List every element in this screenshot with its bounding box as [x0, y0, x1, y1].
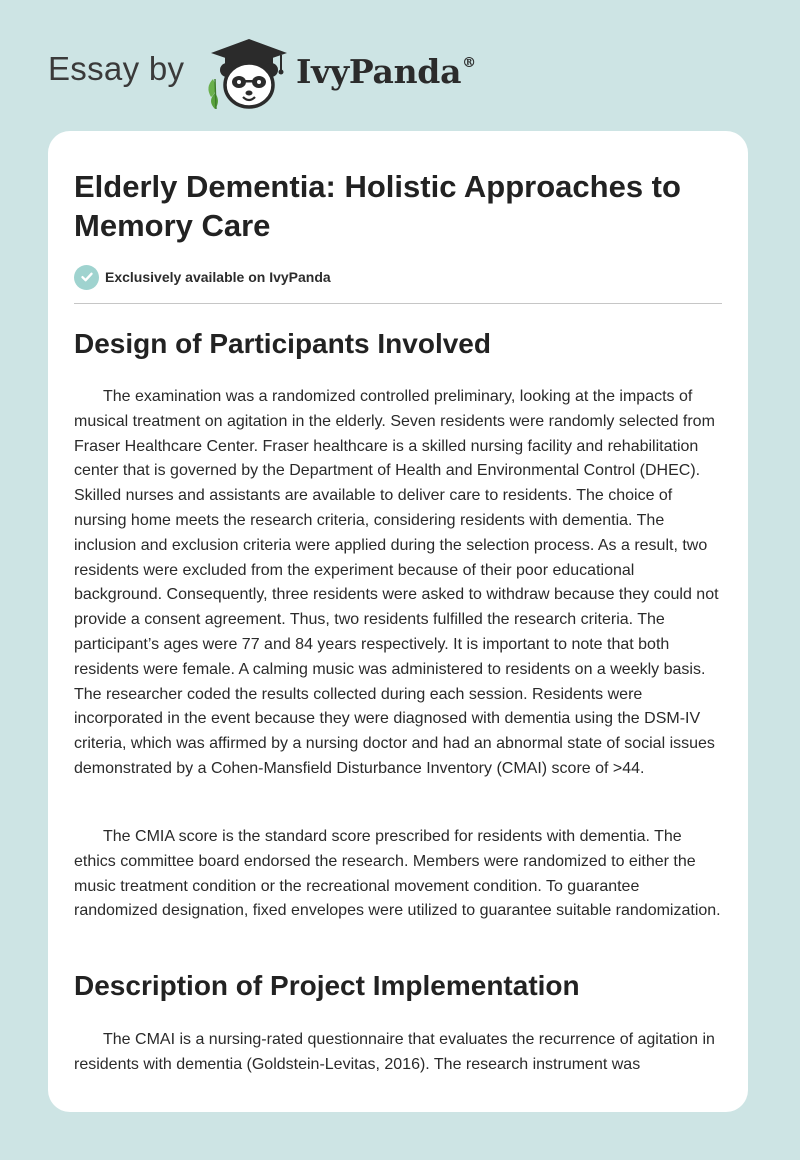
brand-name-text: IvyPanda [296, 52, 462, 91]
section-heading-participants: Design of Participants Involved [74, 328, 491, 359]
section-heading-implementation: Description of Project Implementation [74, 970, 580, 1001]
checkmark-icon [74, 265, 99, 290]
article-card [48, 131, 748, 1112]
exclusive-badge-text: Exclusively available on IvyPanda [105, 269, 331, 285]
essay-by-label: Essay by [48, 50, 185, 87]
article-title: Elderly Dementia: Holistic Approaches to Memory Care [74, 169, 681, 243]
brand-name[interactable] [296, 52, 476, 91]
exclusive-badge [74, 264, 331, 290]
paragraph: The examination was a randomized controlled preliminary, looking at the impacts of musical treatment on agitation in the elderly. Seven residents were randomly selected from Fraser Healthcare Center. Fraser healthcare is a skilled nursing facility and rehabilitation center that is governed by the Department of Health and Environmental Control (DHEC). Skilled nurses and assistants are available to deliver care to residents. The choice of nursing home meets the research criteria, considering residents with dementia. The inclusion and exclusion criteria were applied during the selection process. As a result, two residents were excluded from the experiment because of their poor educational background. Consequently, three residents were asked to withdraw because they could not provide a consent agreement. Thus, two residents fulfilled the research criteria. The participant’s ages were 77 and 84 years respectively. It is important to note that both residents were female. A calming music was administered to residents on a weekly basis. The researcher coded the results collected during each session. Residents were incorporated in the event because they were diagnosed with dementia using the DSM-IV criteria, which was affirmed by a nursing doctor and had an abnormal state of social issues demonstrated by a Cohen-Mansfield Disturbance Inventory (CMAI) score of >44. [74, 388, 719, 777]
panda-graduate-icon[interactable] [203, 35, 295, 111]
paragraph: The CMIA score is the standard score prescribed for residents with dementia. The ethics committee board endorsed the research. Members were randomized to either the music treatment condition or the recreational movement condition. To guarantee randomized designation, fixed envelopes were utilized to guarantee suitable randomization. [74, 828, 721, 920]
paragraph: The CMAI is a nursing-rated questionnaire that evaluates the recurrence of agitation in residents with dementia (Goldstein-Levitas, 2016). The research instrument was [74, 1031, 715, 1073]
registered-mark: ® [462, 55, 476, 71]
title-divider [74, 303, 722, 304]
site-header [0, 0, 800, 130]
